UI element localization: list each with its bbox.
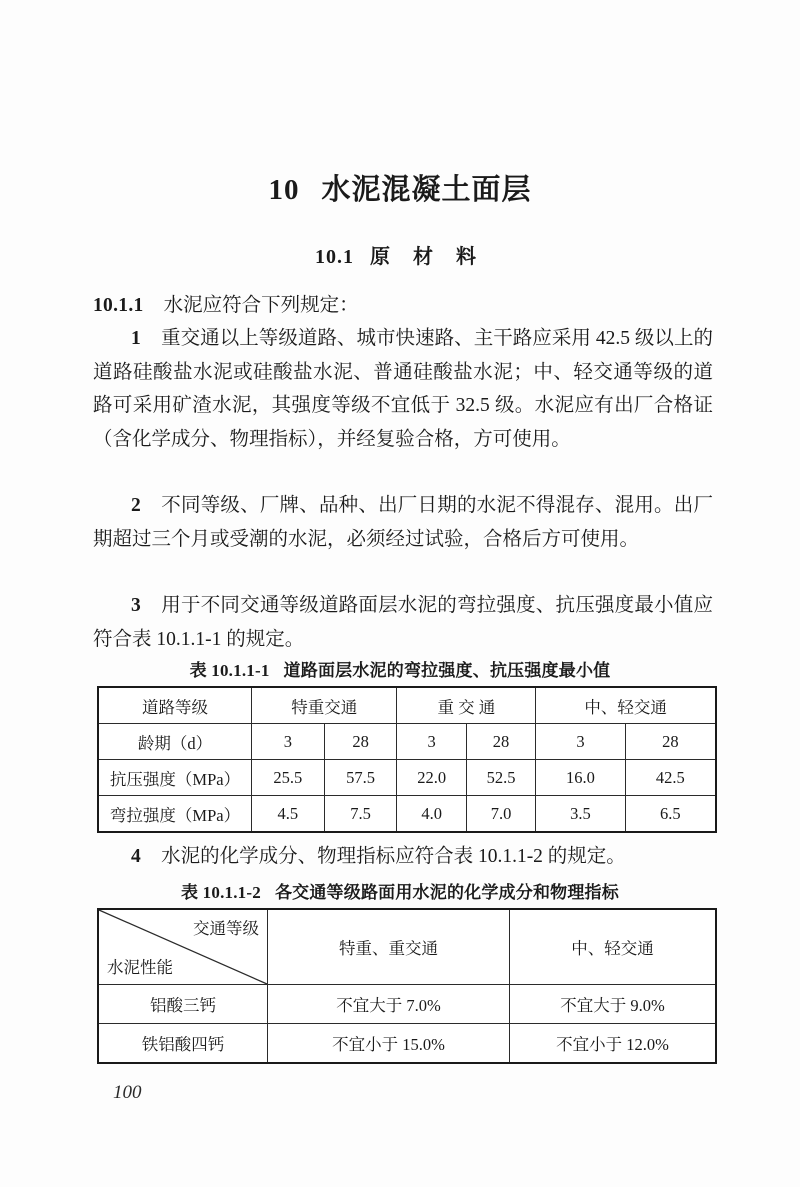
table-2-caption-text: 各交通等级路面用水泥的化学成分和物理指标 (274, 883, 619, 902)
table-1-cell-2-1: 7.5 (324, 796, 397, 833)
clause-item-1 (93, 322, 713, 456)
table-2-corner-top-label: 交通等级 (193, 919, 259, 938)
table-1-row-0-label: 龄期（d） (98, 724, 252, 760)
item-text: 水泥的化学成分、物理指标应符合表 10.1.1-2 的规定。 (161, 846, 626, 867)
clause-item-4 (93, 840, 713, 874)
table-1-cell-2-5: 6.5 (625, 796, 716, 833)
page-number: 100 (113, 1082, 142, 1103)
chapter-title-text: 水泥混凝土面层 (321, 174, 532, 206)
chapter-number: 10 (268, 174, 300, 206)
table-1-cell-2-4: 3.5 (536, 796, 625, 833)
table-1-cell-0-0: 3 (252, 724, 325, 760)
table-2-diagonal-header-cell (98, 909, 268, 985)
item-number: 4 (131, 846, 142, 867)
table-1-group-2: 中、轻交通 (536, 687, 716, 724)
table-1-cell-0-2: 3 (397, 724, 466, 760)
table-1-cell-1-1: 57.5 (324, 760, 397, 796)
table-2-cell-0-0: 不宜大于 7.0% (268, 985, 510, 1024)
table-row (98, 760, 716, 796)
table-1-caption-text: 道路面层水泥的弯拉强度、抗压强度最小值 (283, 661, 611, 680)
table-2-cell-0-1: 不宜大于 9.0% (510, 985, 717, 1024)
table-1-group-0: 特重交通 (252, 687, 397, 724)
table-row (98, 985, 716, 1024)
item-text: 不同等级、厂牌、品种、出厂日期的水泥不得混存、混用。出厂期超过三个月或受潮的水泥，必须经过试验，合格后方可使用。 (93, 495, 713, 550)
table-1-cell-0-5: 28 (625, 724, 716, 760)
table-row (98, 1024, 716, 1064)
table-1-caption-label: 表 10.1.1-1 (189, 661, 270, 680)
table-1-cell-1-5: 42.5 (625, 760, 716, 796)
table-1-cell-0-3: 28 (466, 724, 535, 760)
table-row (98, 687, 716, 724)
table-1-cell-1-4: 16.0 (536, 760, 625, 796)
table-1-strength-minimums (97, 686, 717, 833)
table-1-cell-2-2: 4.0 (397, 796, 466, 833)
clause-number: 10.1.1 (93, 295, 144, 316)
table-2-column-0: 特重、重交通 (268, 909, 510, 985)
table-2-caption-label: 表 10.1.1-2 (181, 883, 261, 902)
section-title-text: 原 材 料 (370, 246, 485, 268)
table-1-cell-1-3: 52.5 (466, 760, 535, 796)
table-1-cell-2-3: 7.0 (466, 796, 535, 833)
table-1-cell-1-0: 25.5 (252, 760, 325, 796)
table-1-row-1-label: 抗压强度（MPa） (98, 760, 252, 796)
table-row (98, 724, 716, 760)
item-number: 1 (131, 328, 142, 349)
table-2-cell-1-0: 不宜小于 15.0% (268, 1024, 510, 1064)
table-1-cell-0-1: 28 (324, 724, 397, 760)
table-2-corner-bottom-label: 水泥性能 (107, 958, 173, 977)
section-number: 10.1 (315, 246, 354, 268)
table-2-row-1-label: 铁铝酸四钙 (98, 1024, 268, 1064)
table-row (98, 909, 716, 985)
table-1-cell-2-0: 4.5 (252, 796, 325, 833)
clause-item-2 (93, 489, 713, 556)
clause-item-3 (93, 589, 713, 656)
item-number: 2 (131, 495, 142, 516)
table-2-column-1: 中、轻交通 (510, 909, 717, 985)
table-1-group-1: 重 交 通 (397, 687, 536, 724)
table-1-caption (0, 656, 800, 681)
table-2-cell-1-1: 不宜小于 12.0% (510, 1024, 717, 1064)
item-number: 3 (131, 595, 142, 616)
table-1-cell-0-4: 3 (536, 724, 625, 760)
chapter-heading (0, 173, 800, 208)
clause-10-1-1 (93, 289, 713, 323)
item-text: 重交通以上等级道路、城市快速路、主干路应采用 42.5 级以上的道路硅酸盐水泥或硅酸盐水泥、普通硅酸盐水泥；中、轻交通等级的道路可采用矿渣水泥，其强度等级不宜低于 32.5 级。水泥应有出厂合格证（含化学成分、物理指标），并经复验合格，方可使用。 (93, 328, 713, 450)
table-1-header-label: 道路等级 (98, 687, 252, 724)
table-1-cell-1-2: 22.0 (397, 760, 466, 796)
table-row (98, 796, 716, 833)
section-heading (0, 240, 800, 269)
item-text: 用于不同交通等级道路面层水泥的弯拉强度、抗压强度最小值应符合表 10.1.1-1 的规定。 (93, 595, 713, 650)
table-2-chemical-physical-indicators (97, 908, 717, 1064)
table-1-row-2-label: 弯拉强度（MPa） (98, 796, 252, 833)
clause-text: 水泥应符合下列规定： (163, 295, 359, 316)
table-2-caption (0, 878, 800, 903)
table-2-row-0-label: 铝酸三钙 (98, 985, 268, 1024)
